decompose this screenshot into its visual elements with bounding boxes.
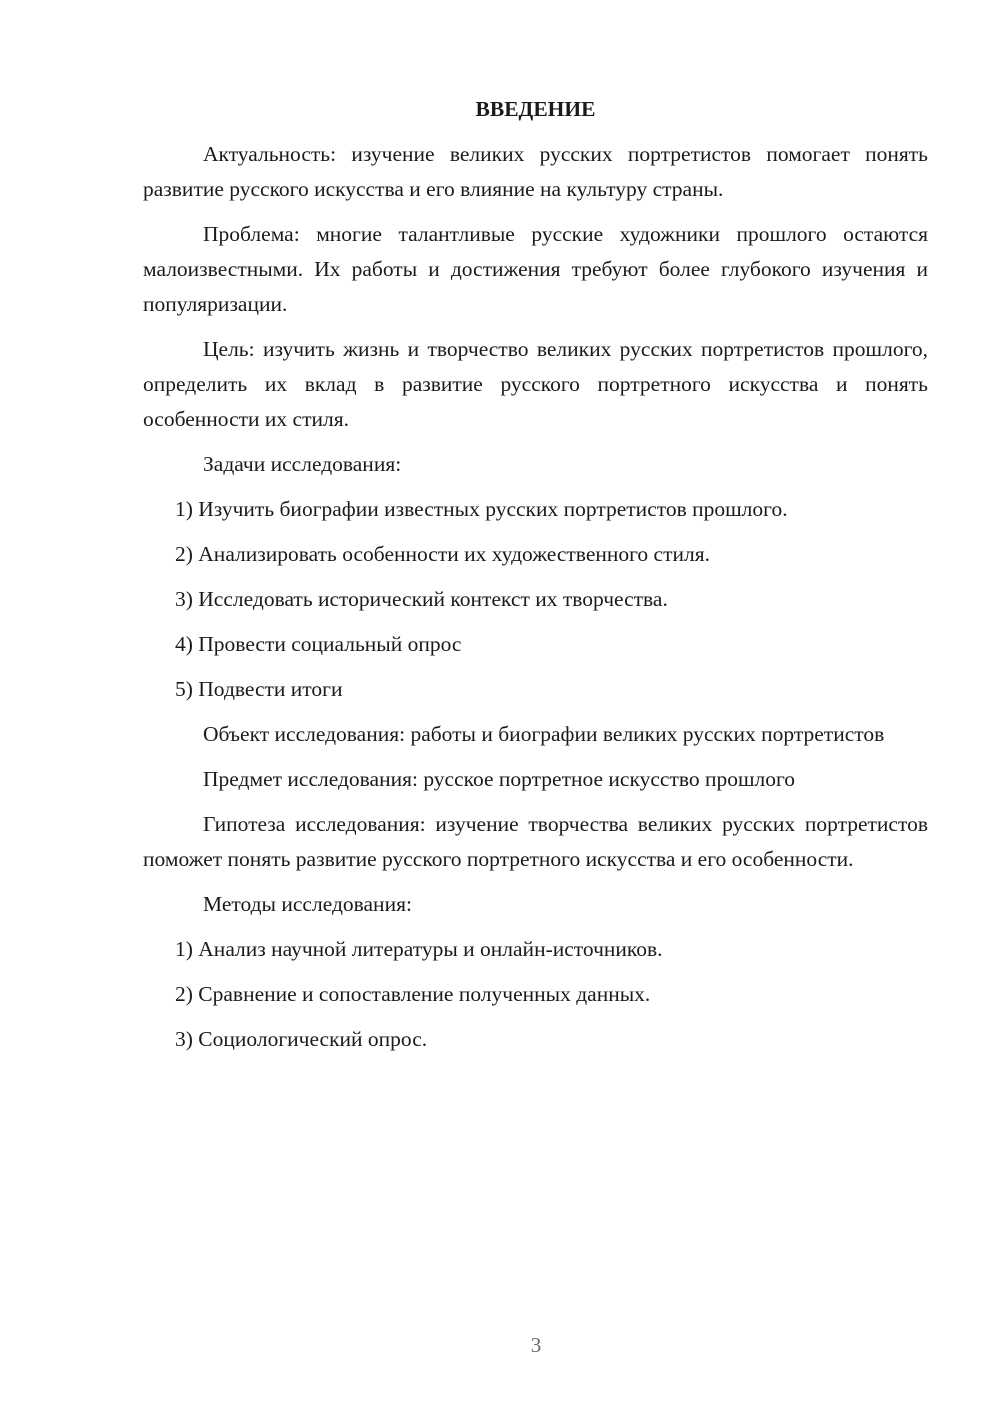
subject-paragraph: Предмет исследования: русское портретное искусство прошлого <box>203 767 796 791</box>
list-item: 4) Провести социальный опрос <box>175 632 462 656</box>
page-number: 3 <box>530 1333 542 1357</box>
problem-paragraph: Проблема: многие талантливые русские художники прошлого остаются малоизвестными. Их работы и достижения требуют более глубокого изучения и популяризации. <box>143 222 928 316</box>
goal-paragraph: Цель: изучить жизнь и творчество великих русских портретистов прошлого, определить их вклад в развитие русского портретного искусства и понять особенности их стиля. <box>143 337 928 431</box>
list-item: 2) Сравнение и сопоставление полученных данных. <box>175 982 651 1006</box>
tasks-list <box>143 492 928 707</box>
list-item: 5) Подвести итоги <box>175 677 343 701</box>
section-heading: ВВЕДЕНИЕ <box>475 97 596 121</box>
object-paragraph: Объект исследования: работы и биографии великих русских портретистов <box>203 722 885 746</box>
tasks-heading: Задачи исследования: <box>203 452 402 476</box>
list-item: 1) Анализ научной литературы и онлайн-источников. <box>175 937 663 961</box>
list-item: 3) Исследовать исторический контекст их творчества. <box>175 587 668 611</box>
hypothesis-paragraph: Гипотеза исследования: изучение творчества великих русских портретистов поможет понять развитие русского портретного искусства и его особенности. <box>143 812 928 871</box>
document-page <box>143 92 928 1067</box>
list-item: 2) Анализировать особенности их художественного стиля. <box>175 542 710 566</box>
relevance-paragraph: Актуальность: изучение великих русских портретистов помогает понять развитие русского искусства и его влияние на культуру страны. <box>143 142 928 201</box>
list-item: 3) Социологический опрос. <box>175 1027 428 1051</box>
list-item: 1) Изучить биографии известных русских портретистов прошлого. <box>175 497 788 521</box>
methods-heading: Методы исследования: <box>203 892 412 916</box>
methods-list <box>143 932 928 1057</box>
